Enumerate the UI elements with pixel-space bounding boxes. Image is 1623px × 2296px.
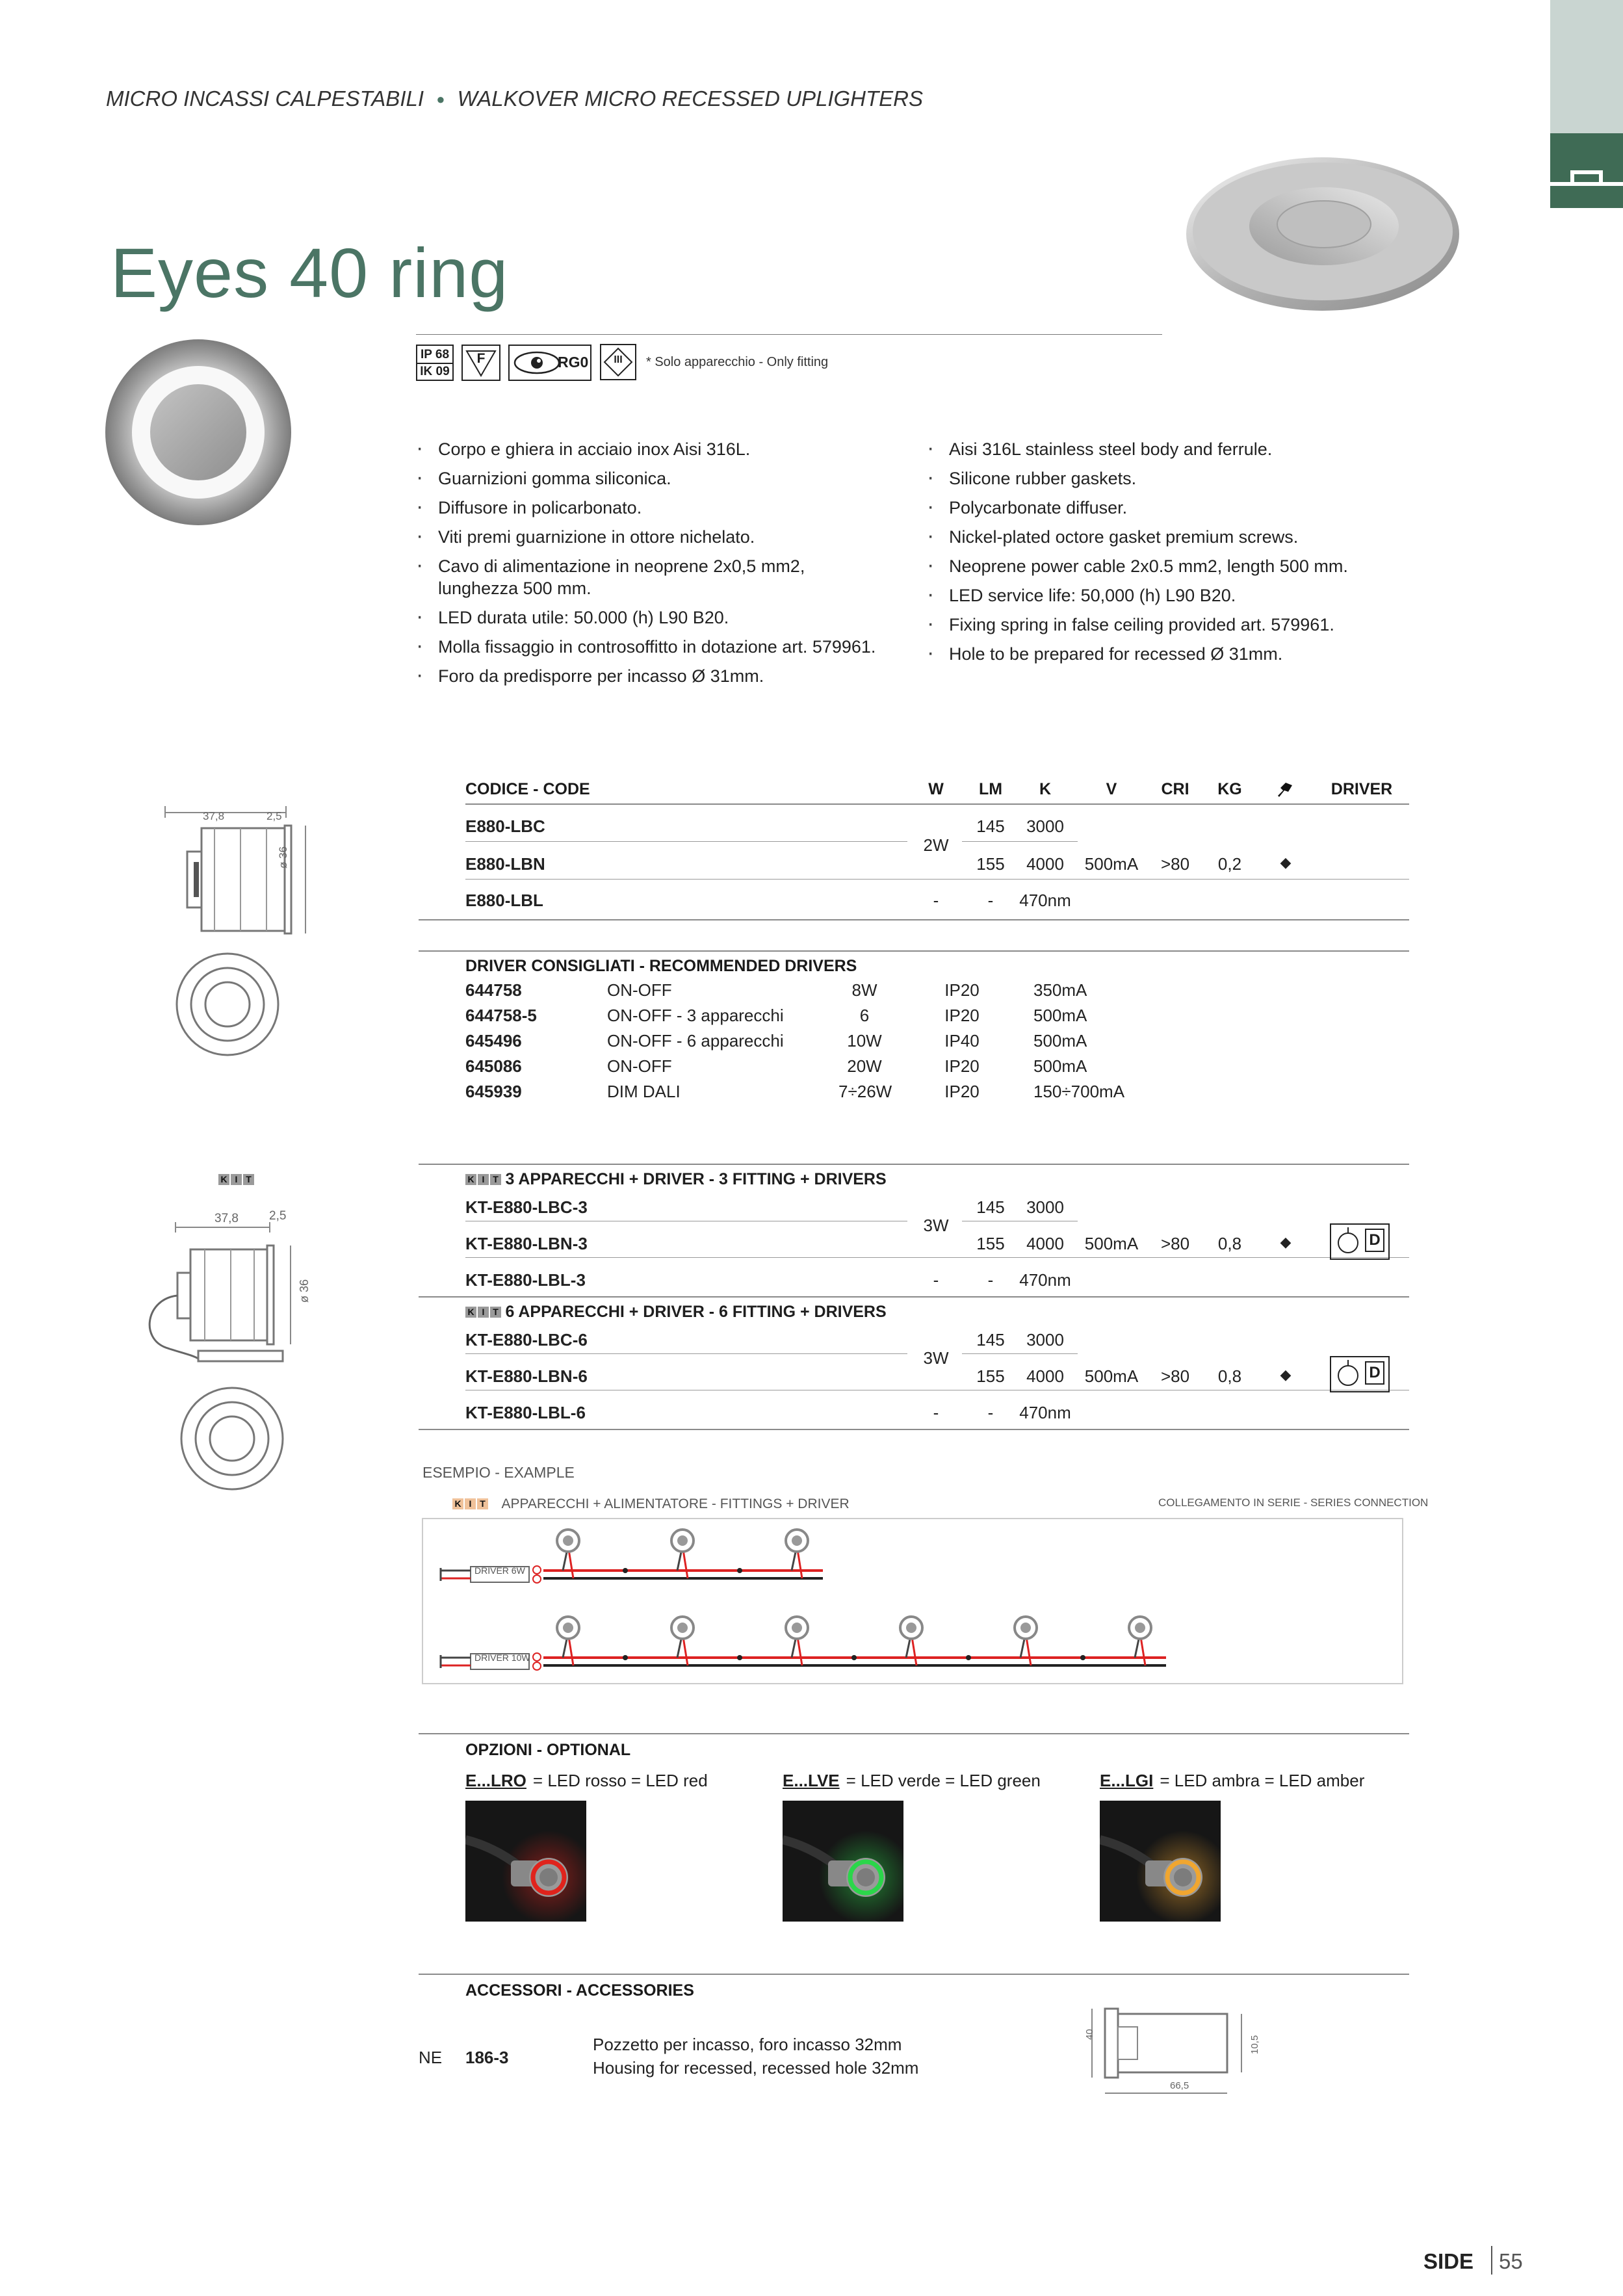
kit-code: KT-E880-LBC-6 [465,1330,588,1350]
feature-item: · Hole to be prepared for recessed Ø 31mm. [927,643,1395,665]
row-rule-1 [465,841,907,842]
product-title: Eyes 40 ring [110,233,509,312]
title-underline [416,334,1162,335]
walkover-mark: ◆ [1280,854,1292,870]
led-ring-icon [783,1801,903,1922]
kit-kg: 0,8 [1217,1366,1242,1386]
driver-code: 645939 [465,1082,522,1101]
wiring-element [1020,1623,1031,1633]
col-k: K [1039,780,1052,798]
feature-item: · Corpo e ghiera in acciaio inox Aisi 316L. [416,438,884,460]
category-label-en: WALKOVER MICRO RECESSED UPLIGHTERS [457,86,924,111]
option-label [783,1771,1041,1791]
walkover-mark: ◆ [1280,1366,1292,1383]
technical-drawing-kit [140,1208,315,1383]
example-subtitle-row [452,1496,850,1512]
row-lm-3: - [987,891,994,910]
kit6-heading [465,1303,887,1322]
walkover-mark: ◆ [1280,1234,1292,1250]
wiring-element [1080,1655,1085,1660]
driver-current: 500mA [1033,1006,1087,1025]
dim-diameter-2: ø 36 [298,1279,311,1303]
kit-k: 470nm [1019,1403,1071,1422]
wiring-diagram [421,1517,1404,1686]
kit-k: 3000 [1026,1197,1064,1217]
technical-drawing-side [156,800,318,949]
example-driver-2: DRIVER 10W [474,1652,530,1663]
kit-letter: K [218,1174,229,1185]
driver-ip: IP40 [944,1031,980,1050]
product-photo-front [104,338,292,527]
driver-desc: ON-OFF - 3 apparecchi [607,1006,784,1025]
options-title: OPZIONI - OPTIONAL [465,1741,631,1759]
acc-dim-40: 40 [1084,2029,1095,2040]
kit-lm: 145 [976,1330,1005,1350]
kit-bottom-rule [419,1429,1409,1430]
features-list-it [416,438,884,694]
col-lm: LM [978,780,1003,798]
driver-ip: IP20 [944,1056,980,1076]
recessed-symbol-icon [1550,133,1623,208]
option-desc: = LED ambra = LED amber [1160,1771,1365,1790]
shared-v: 500mA [1084,854,1139,874]
kit-lm: 145 [976,1197,1005,1217]
row-k-3: 470nm [1019,891,1071,910]
row-rule-1b [962,841,1078,842]
kit-k: 470nm [1019,1270,1071,1290]
acc-dim-665: 66,5 [1170,2080,1189,2091]
feature-item: · Foro da predisporre per incasso Ø 31mm. [416,665,884,687]
driver-desc: DIM DALI [607,1082,681,1101]
driver-power: 10W [847,1031,882,1050]
feature-item: · Guarnizioni gomma siliconica. [416,467,884,489]
driver-badge: D [1365,1361,1384,1385]
wiring-element [533,1662,541,1670]
category-label: MICRO INCASSI CALPESTABILI [106,86,424,111]
kit-letter: I [478,1307,489,1318]
cert-note: * Solo apparecchio - Only fitting [646,355,829,369]
drivers-title: DRIVER CONSIGLIATI - RECOMMENDED DRIVERS [465,957,857,975]
wiring-element [533,1575,541,1583]
kit-letter: T [490,1307,501,1318]
option-photo [1100,1801,1221,1922]
row-code-2: E880-LBN [465,854,545,874]
kit-code: KT-E880-LBC-3 [465,1197,588,1217]
kit-badge [465,1307,502,1318]
table-bottom-rule [419,919,1409,920]
accessories-title: ACCESSORI - ACCESSORIES [465,1981,694,2000]
driver-power: 7÷26W [838,1082,892,1101]
bulb-icon [1332,1225,1366,1259]
page-number: 55 [1499,2249,1523,2273]
feature-item: · Viti premi guarnizione in ottore nichelato. [416,526,884,548]
kit-letter: I [231,1174,242,1185]
bulb-icon [1332,1357,1366,1391]
feature-item: · Aisi 316L stainless steel body and ferrule. [927,438,1395,460]
kit-kg: 0,8 [1217,1234,1242,1253]
kit-w: 3W [923,1216,949,1235]
kit-letter: I [478,1174,489,1185]
kit-letter: I [465,1498,476,1509]
row-k-2: 4000 [1026,854,1064,874]
ip-rating: IP 68 [417,347,452,364]
accessory-desc-it: Pozzetto per incasso, foro incasso 32mm [593,2035,902,2054]
col-w: W [928,780,944,798]
col-code: CODICE - CODE [465,780,590,798]
driver-current: 500mA [1033,1031,1087,1050]
wiring-element [563,1623,573,1633]
kit-letter: K [465,1307,476,1318]
kit-badge-drawing [218,1174,255,1186]
led-ring-icon [1100,1801,1221,1922]
section-header [106,86,923,111]
kit-lm: - [987,1403,994,1422]
footer-brand: SIDE [1423,2249,1474,2273]
kit-top-rule [419,1164,1409,1165]
row-k-1: 3000 [1026,816,1064,836]
features-list-en [927,438,1395,672]
kit-code: KT-E880-LBL-3 [465,1270,586,1290]
accessories-top-rule [419,1974,1409,1975]
dim-diameter-1: ø 36 [277,846,289,868]
option-photo [783,1801,903,1922]
wiring-element [623,1655,628,1660]
dim-flange-1: 2,5 [266,810,282,822]
accessory-desc-en: Housing for recessed, recessed hole 32mm [593,2058,919,2078]
class-iii-icon [598,342,638,382]
driver-included-icon [1330,1356,1390,1392]
technical-drawing-top [172,949,283,1060]
kit-cri: >80 [1160,1366,1190,1386]
kit-code: KT-E880-LBN-6 [465,1366,588,1386]
wiring-element [677,1623,688,1633]
kit-badge-example [452,1498,489,1510]
wiring-element [851,1655,857,1660]
ik-rating: IK 09 [420,365,450,378]
kit-k: 3000 [1026,1330,1064,1350]
photobiological-risk-icon [508,345,591,381]
options-top-rule [419,1733,1409,1734]
header-separator: ● [436,91,445,107]
feature-item: · Molla fissaggio in controsoffitto in dotazione art. 579961. [416,636,884,658]
feature-item: · Neoprene power cable 2x0.5 mm2, length 500 mm. [927,555,1395,577]
option-code: E...LGI [1100,1771,1154,1790]
row-rule-2 [465,879,1409,880]
feature-item: · Diffusore in policarbonato. [416,497,884,519]
ip-rating-icon [416,345,454,381]
kit-v: 500mA [1084,1234,1139,1253]
shared-cri: >80 [1160,854,1190,874]
feature-item: · Silicone rubber gaskets. [927,467,1395,489]
example-driver-1: DRIVER 6W [474,1565,525,1576]
kit-code: KT-E880-LBN-3 [465,1234,588,1253]
product-photo-angled [1180,150,1466,319]
kit-letter: K [452,1498,463,1509]
kit-letter: T [477,1498,488,1509]
driver-power: 8W [851,980,877,1000]
dim-width-2: 37,8 [214,1212,239,1225]
wiring-element [623,1568,628,1573]
side-tab-light [1550,0,1623,133]
kit-badge [465,1174,502,1186]
kit-v: 500mA [1084,1366,1139,1386]
row-code-3: E880-LBL [465,891,543,910]
kit-code: KT-E880-LBL-6 [465,1403,586,1422]
kit-lm: - [987,1270,994,1290]
feature-item: · Fixing spring in false ceiling provided art. 579961. [927,614,1395,636]
kit-letter: K [465,1174,476,1185]
driver-desc: ON-OFF - 6 apparecchi [607,1031,784,1050]
driver-ip: IP20 [944,980,980,1000]
kit-lm: 155 [976,1366,1005,1386]
feature-item: · Polycarbonate diffuser. [927,497,1395,519]
kit-letter: T [490,1174,501,1185]
driver-ip: IP20 [944,1082,980,1101]
driver-badge: D [1365,1229,1384,1252]
driver-ip: IP20 [944,1006,980,1025]
wiring-element [533,1653,541,1661]
wiring-element [737,1568,742,1573]
option-code: E...LRO [465,1771,526,1790]
row-code-1: E880-LBC [465,816,545,836]
kit-w: 3W [923,1348,949,1368]
accessory-code: 186-3 [465,2048,509,2067]
wiring-element [563,1535,573,1546]
f-mark-icon [461,345,500,381]
dim-flange-2: 2,5 [269,1209,287,1223]
kit-w-dash: - [933,1403,939,1422]
option-label [465,1771,708,1791]
accessory-prefix: NE [419,2048,443,2067]
rg-label: RG0 [558,354,589,371]
side-tab-accent [1550,133,1623,208]
wiring-element [792,1623,802,1633]
col-v: V [1106,780,1117,798]
feature-item: · LED service life: 50,000 (h) L90 B20. [927,584,1395,607]
example-title: ESEMPIO - EXAMPLE [422,1464,575,1481]
example-connection: COLLEGAMENTO IN SERIE - SERIES CONNECTION [1158,1496,1429,1509]
walkover-icon [1274,779,1295,800]
driver-current: 150÷700mA [1033,1082,1125,1101]
table-header-rule [465,803,1409,805]
kit-row-rule [465,1257,1409,1258]
driver-power: 20W [847,1056,882,1076]
option-desc: = LED verde = LED green [846,1771,1041,1790]
row-w-3: - [933,891,939,910]
wiring-element [966,1655,971,1660]
feature-item: · Cavo di alimentazione in neoprene 2x0,5 mm2, lunghezza 500 mm. [416,555,884,599]
kit6-title: 6 APPARECCHI + DRIVER - 6 FITTING + DRIVERS [505,1303,887,1321]
driver-included-icon [1330,1223,1390,1260]
technical-drawing-kit-top [177,1383,287,1494]
col-driver: DRIVER [1331,780,1393,798]
wiring-element [737,1655,742,1660]
shared-kg: 0,2 [1217,854,1242,874]
driver-desc: ON-OFF [607,1056,672,1076]
feature-item: · Nickel-plated octore gasket premium screws. [927,526,1395,548]
wiring-element [906,1623,916,1633]
example-subtitle: APPARECCHI + ALIMENTATORE - FITTINGS + DRIVER [501,1496,850,1511]
option-label [1100,1771,1364,1791]
wiring-element [677,1535,688,1546]
driver-current: 500mA [1033,1056,1087,1076]
kit-w-dash: - [933,1270,939,1290]
feature-item: · LED durata utile: 50.000 (h) L90 B20. [416,607,884,629]
f-mark-label: F [476,351,486,366]
kit-k: 4000 [1026,1234,1064,1253]
row-lm-2: 155 [976,854,1005,874]
col-kg: KG [1217,780,1242,798]
kit-row-rule [962,1353,1078,1354]
wiring-element [1135,1623,1145,1633]
dim-width-1: 37,8 [203,810,225,822]
driver-code: 645086 [465,1056,522,1076]
kit-letter: T [243,1174,254,1185]
shared-w: 2W [923,835,949,855]
driver-code: 644758 [465,980,522,1000]
driver-desc: ON-OFF [607,980,672,1000]
col-cri: CRI [1161,780,1189,798]
row-lm-1: 145 [976,816,1005,836]
footer-divider [1491,2246,1492,2275]
kit-row-rule [465,1353,907,1354]
driver-code: 644758-5 [465,1006,537,1025]
kit3-heading [465,1170,887,1189]
option-code: E...LVE [783,1771,840,1790]
kit-k: 4000 [1026,1366,1064,1386]
led-ring-icon [465,1801,586,1922]
acc-dim-105: 10,5 [1249,2035,1260,2054]
option-photo [465,1801,586,1922]
kit-mid-rule [419,1296,1409,1298]
kit-lm: 155 [976,1234,1005,1253]
driver-power: 6 [859,1006,870,1025]
kit3-title: 3 APPARECCHI + DRIVER - 3 FITTING + DRIVERS [505,1170,887,1188]
driver-code: 645496 [465,1031,522,1050]
class-label: III [614,354,623,365]
driver-current: 350mA [1033,980,1087,1000]
wiring-element [533,1566,541,1574]
wiring-element [792,1535,802,1546]
kit-cri: >80 [1160,1234,1190,1253]
option-desc: = LED rosso = LED red [532,1771,708,1790]
drivers-top-rule [419,950,1409,952]
